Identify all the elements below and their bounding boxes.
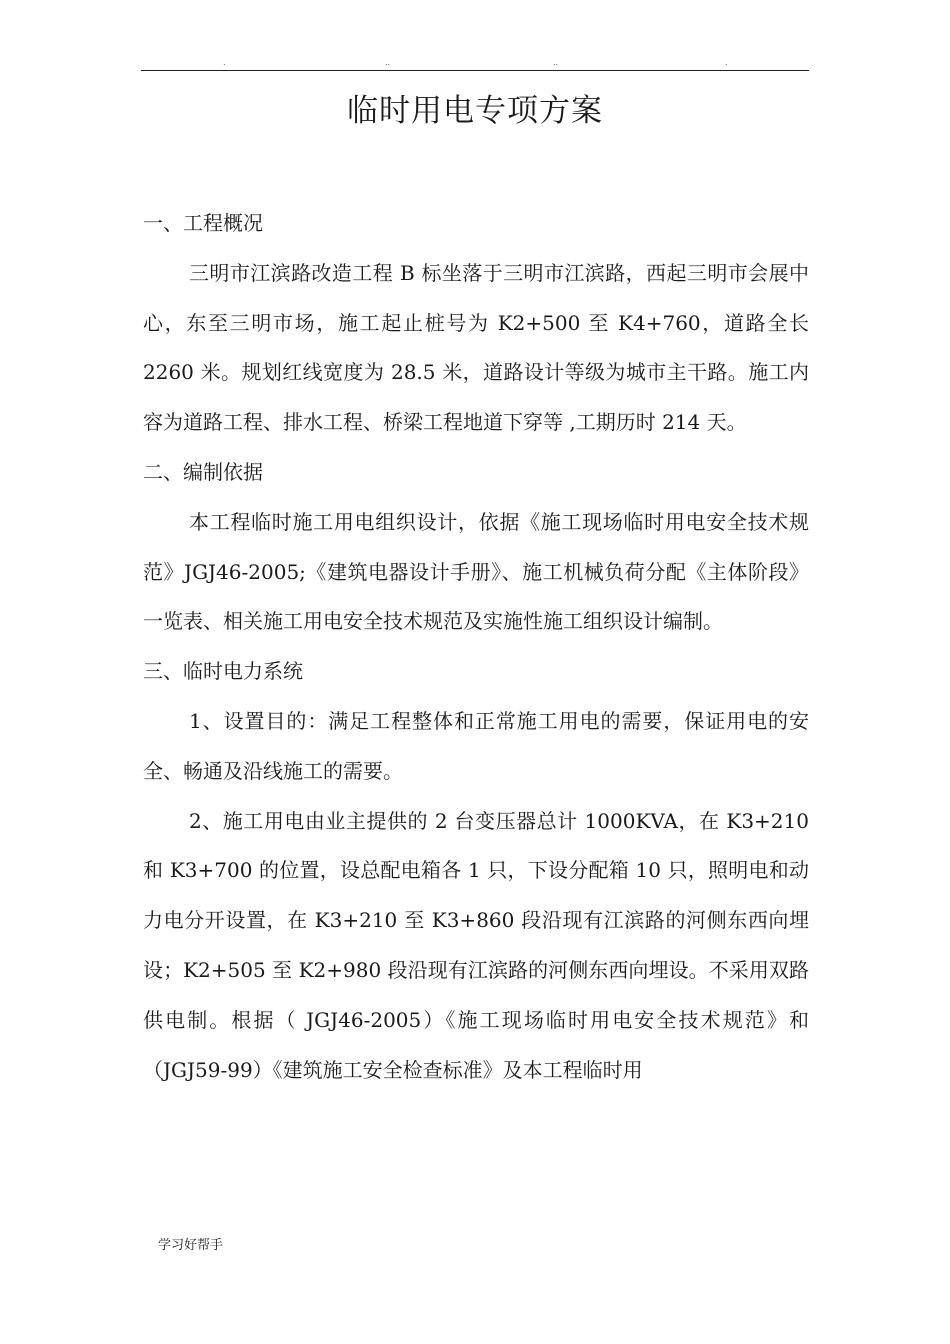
header-mark: . (725, 58, 728, 67)
header-mark: . (223, 58, 226, 67)
footer-note: 学习好帮手 (158, 1238, 224, 1253)
document-title: 临时用电专项方案 (347, 93, 603, 129)
paragraph-supply: 2、施工用电由业主提供的 2 台变压器总计 1000KVA，在 K3+210 和 K3+700 的位置，设总配电箱各 1 只，下设分配箱 10 只，照明电和动力电分开设置，在 K3+210 至 K3+860 段沿现有江滨路的河侧东西向埋设；K2+505 至 K2+980 段沿现有江滨路的河侧东西向埋设。不采用双路供电制。根据（ JGJ46-2005）《施工现场临时用电安全技术规范》和（JGJ59-99）《建筑施工安全检查标准》及本工程临时用 (143, 808, 809, 1082)
header-mark: .. (385, 58, 391, 67)
paragraph-basis: 本工程临时施工用电组织设计，依据《施工现场临时用电安全技术规范》JGJ46-2005;《建筑电器设计手册》、施工机械负荷分配《主体阶段》一览表、相关施工用电安全技术规范及实施性施工组织设计编制。 (143, 509, 809, 634)
section-heading-power-system: 三、临时电力系统 (143, 659, 303, 684)
header-mark: .. (553, 58, 559, 67)
header-marks (141, 58, 809, 68)
section-heading-basis: 二、编制依据 (143, 459, 263, 484)
header-rule (141, 70, 809, 71)
paragraph-overview: 三明市江滨路改造工程 B 标坐落于三明市江滨路，西起三明市会展中心，东至三明市场，施工起止桩号为 K2+500 至 K4+760，道路全长 2260 米。规划红线宽度为 28.5 米，道路设计等级为城市主干路。施工内容为道路工程、排水工程、桥梁工程地道下穿等 ,工期历时 214 天。 (143, 260, 809, 435)
paragraph-purpose: 1、设置目的：满足工程整体和正常施工用电的需要，保证用电的安全、畅通及沿线施工的需要。 (143, 708, 809, 783)
document-body (143, 199, 809, 1095)
section-heading-overview: 一、工程概况 (143, 211, 263, 235)
